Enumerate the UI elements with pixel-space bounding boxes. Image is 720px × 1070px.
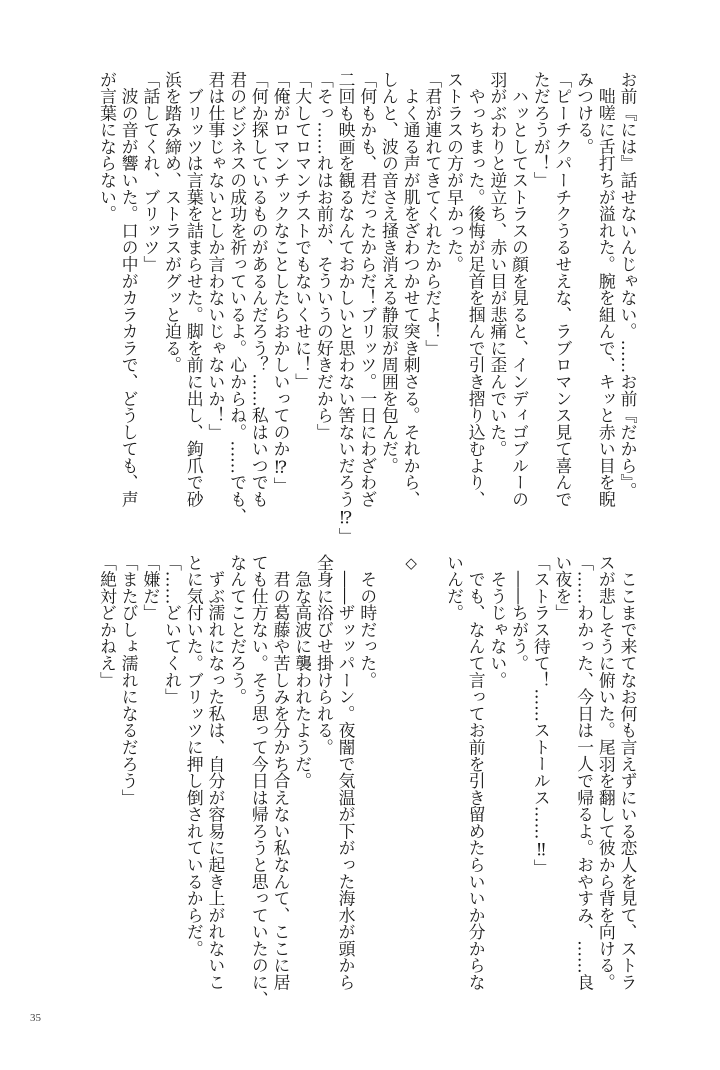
page-number: 35 [30,1012,41,1024]
text-line: 咄嗟に舌打ちが溢れた。腕を組んで、キッと赤い目を睨 [596,71,617,508]
text-line: 浜を踏み締め、ストラスがグッと迫る。 [162,71,183,374]
text-line: ここまで来てなお何も言えずにいる恋人を見て、ストラ [618,554,638,991]
text-line: なんてことだろう。 [227,554,248,706]
text-line: そうじゃない。 [487,554,508,689]
text-line: 全身に浴びせ掛けられる。 [314,554,335,756]
text-line: 二回も映画を観るなんておかしいと思わない筈ないだろう⁉」 [336,71,357,545]
text-line: ハッとしてストラスの顔を見ると、インディゴブルーの [509,71,530,508]
text-line: とに気付いた。ブリッツに押し倒されているからだ。 [184,554,205,957]
text-line: ただろうが！」 [531,71,552,189]
text-line: 「ピーチクパーチクうるせえな、ラブロマンス見て喜んで [552,71,573,508]
text-line: 「俺がロマンチックなことしたらおかしいってのか⁉」 [271,71,291,494]
text-line [421,554,443,999]
text-line: ブリッツは言葉を詰まらせた。脚を前に出し、鉤爪で砂 [184,71,205,508]
text-line: 「何か探しているものがあるんだろう？……私はいつでも [249,71,270,508]
section-break-diamond: ◇ [402,554,421,572]
text-line: 「大してロマンチストでもないくせに！」 [292,71,313,391]
text-line: が言葉にならない。 [97,71,118,223]
text-line: ても仕方ない。そう思って今日は帰ろうと思っていたのに、 [249,554,270,1008]
text-line: しんと、波の音さえ掻き消える静寂が周囲を包んだ。 [379,71,400,474]
text-line: スが悲しそうに俯いた。尾羽を翻して彼から背を向ける。 [596,554,617,991]
text-tier-top [93,71,638,545]
text-line: 波の音が響いた。口の中がカラカラで、どうしても、声 [119,71,140,508]
text-line: その時だった。 [357,554,378,689]
text-line: お前『には』話せないんじゃない。……お前『だから』。 [618,71,638,500]
text-line: よく通る声が肌をざわつかせて突き刺さる。それから、 [401,71,422,508]
text-line [378,554,400,999]
text-line: ――ザッッパーン。夜闇で気温が下がった海水が頭から [336,554,357,991]
text-line: 君の葛藤や苦しみを分かち合えない私なんて、ここに居 [271,554,291,991]
text-line: 羽がぶわりと逆立ち、赤い目が悲痛に歪んでいた。 [487,71,508,458]
text-line: 君のビジネスの成功を祈っているよ。心からね。……でも、 [227,71,248,525]
text-line: 「嫌だ」 [140,554,161,622]
text-line: ずぶ濡れになった私は、自分が容易に起き上がれないこ [205,554,226,991]
text-line: ――ちがう。 [509,554,530,672]
text-line: 「君が連れてきてくれたからだよ！」 [422,71,443,357]
text-line: 「絶対どかねえ」 [97,554,118,689]
text-line: 「そっ……れはお前が、そういうの好きだから」 [314,71,335,441]
text-line: ストラスの方が早かった。 [444,71,465,273]
text-line: い夜を」 [552,554,573,622]
text-line: でも、なんて言ってお前を引き留めたらいいか分からな [466,554,487,991]
text-line: 「……どいてくれ」 [162,554,183,706]
text-line: 「何もかも、君だったからだ！ブリッツ。一日にわざわざ [357,71,378,508]
text-line: いんだ。 [444,554,465,622]
text-line: 「……わかった、今日は一人で帰るよ。おやすみ、……良 [574,554,595,991]
text-line: 急な高波に襲われたようだ。 [292,554,313,790]
text-tier-bottom [93,554,638,1008]
text-line: 「ストラス待て！……ストールス……‼」 [531,554,552,877]
text-line: 「またびしょ濡れになるだろう」 [119,554,140,806]
text-line: みつける。 [574,71,595,155]
text-line: 君は仕事じゃないとしか言わないじゃないか！」 [205,71,226,441]
text-line: やっちまった。後悔が足首を掴んで引き摺り込むより、 [466,71,487,508]
text-line: 「話してくれ、ブリッツ」 [140,71,161,273]
